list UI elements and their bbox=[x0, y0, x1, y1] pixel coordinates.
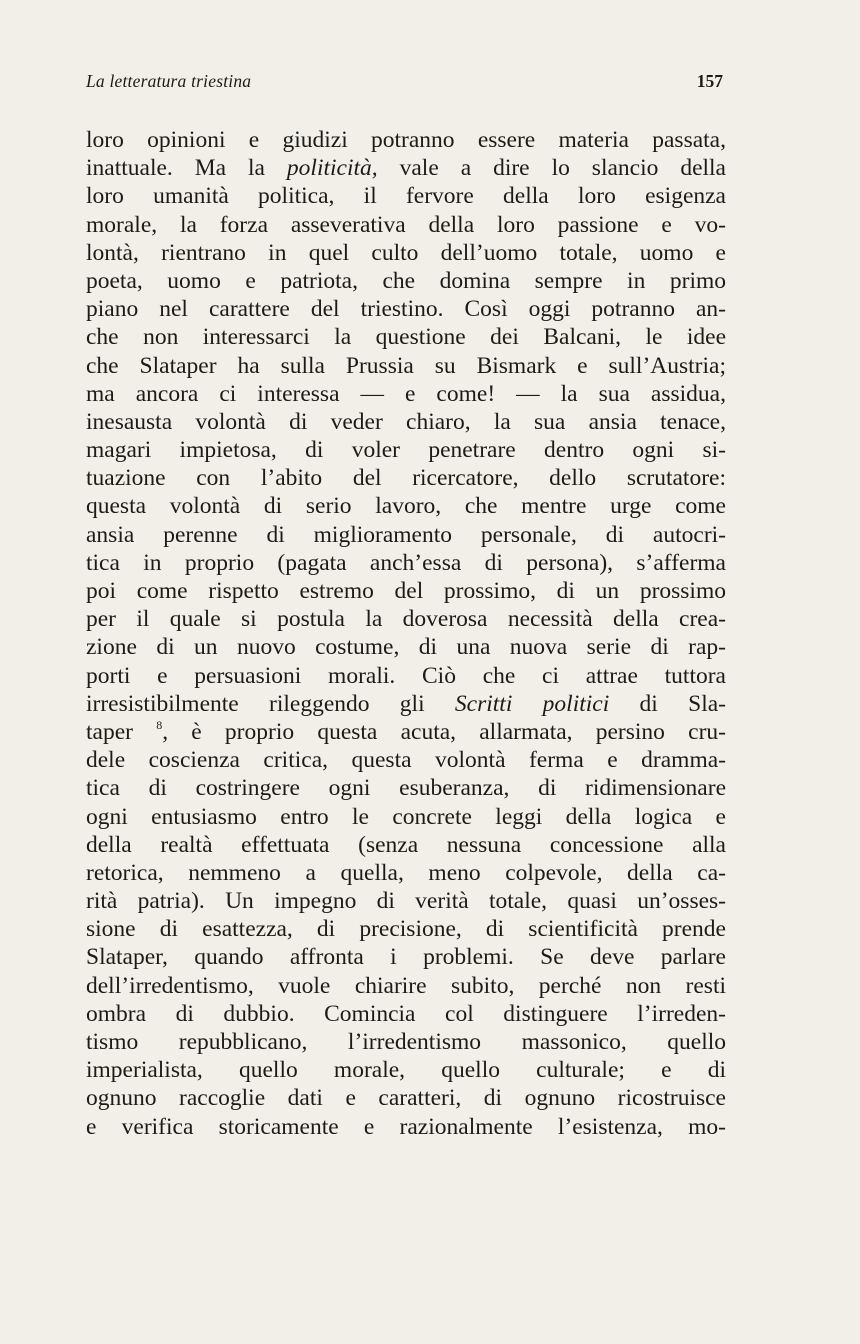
text-line: ma ancora ci interessa — e come! — la sua assidua, bbox=[86, 380, 726, 407]
footnote-marker: 8 bbox=[156, 717, 163, 732]
text-line: questa volontà di serio lavoro, che mentre urge come bbox=[86, 493, 726, 520]
running-title: La letteratura triestina bbox=[86, 71, 252, 91]
text-line: ombra di dubbio. Comincia col distinguere l’irreden- bbox=[86, 1000, 726, 1027]
text-line: lontà, rientrano in quel culto dell’uomo totale, uomo e bbox=[86, 239, 726, 266]
text-line: poi come rispetto estremo del prossimo, di un prossimo bbox=[86, 578, 726, 604]
text-segment: taper bbox=[86, 718, 157, 745]
text-line: per il quale si postula la doverosa necessità della crea- bbox=[86, 606, 726, 633]
text-line: e verifica storicamente e razionalmente l’esistenza, mo- bbox=[86, 1113, 726, 1140]
text-line: loro umanità politica, il fervore della loro esigenza bbox=[86, 183, 726, 210]
text-line bbox=[86, 690, 726, 718]
italic-term: politicità, bbox=[286, 155, 378, 182]
text-line bbox=[86, 718, 726, 746]
italic-title: Scritti politici bbox=[454, 690, 610, 717]
text-line: rità patria). Un impegno di verità totale, quasi un’osses- bbox=[86, 888, 726, 915]
text-line: della realtà effettuata (senza nessuna concessione alla bbox=[86, 831, 726, 858]
text-segment: vale a dire lo slancio della bbox=[377, 155, 726, 182]
text-segment: , è proprio questa acuta, allarmata, persino cru- bbox=[162, 718, 726, 745]
text-line: tismo repubblicano, l’irredentismo massonico, quello bbox=[86, 1029, 726, 1055]
text-line: loro opinioni e giudizi potranno essere materia passata, bbox=[86, 127, 726, 153]
text-segment: inattuale. Ma la bbox=[86, 155, 287, 182]
text-line: zione di un nuovo costume, di una nuova serie di rap- bbox=[86, 634, 726, 661]
text-line: ognuno raccoglie dati e caratteri, di ognuno ricostruisce bbox=[86, 1085, 726, 1112]
text-line: tuazione con l’abito del ricercatore, dello scrutatore: bbox=[86, 465, 726, 492]
text-line: Slataper, quando affronta i problemi. Se deve parlare bbox=[86, 944, 726, 971]
text-line: dell’irredentismo, vuole chiarire subito, perché non resti bbox=[86, 972, 726, 999]
text-line: morale, la forza asseverativa della loro passione e vo- bbox=[86, 211, 726, 238]
text-line: piano nel carattere del triestino. Così oggi potranno an- bbox=[86, 296, 726, 323]
text-line: magari impietosa, di voler penetrare dentro ogni si- bbox=[86, 437, 726, 464]
text-line: retorica, nemmeno a quella, meno colpevole, della ca- bbox=[86, 859, 726, 886]
text-line: inesausta volontà di veder chiaro, la sua ansia tenace, bbox=[86, 408, 726, 435]
text-line: tica in proprio (pagata anch’essa di persona), s’afferma bbox=[86, 549, 726, 576]
text-line bbox=[86, 154, 726, 182]
text-segment: irresistibilmente rileggendo gli bbox=[86, 690, 455, 717]
text-line: porti e persuasioni morali. Ciò che ci attrae tuttora bbox=[86, 662, 726, 689]
text-line: poeta, uomo e patriota, che domina sempre in primo bbox=[86, 267, 726, 294]
body-paragraph bbox=[86, 126, 726, 1141]
text-line: dele coscienza critica, questa volontà ferma e dramma- bbox=[86, 747, 726, 774]
text-line: imperialista, quello morale, quello culturale; e di bbox=[86, 1057, 726, 1084]
text-segment: di Sla- bbox=[609, 690, 726, 717]
text-line: ogni entusiasmo entro le concrete leggi della logica e bbox=[86, 803, 726, 830]
text-line: tica di costringere ogni esuberanza, di ridimensionare bbox=[86, 775, 726, 802]
page-number: 157 bbox=[696, 71, 723, 91]
text-line: ansia perenne di miglioramento personale, di autocri- bbox=[86, 521, 726, 548]
text-line: che non interessarci la questione dei Balcani, le idee bbox=[86, 324, 726, 351]
running-header bbox=[86, 71, 726, 97]
text-line: che Slataper ha sulla Prussia su Bismark e sull’Austria; bbox=[86, 352, 726, 379]
text-line: sione di esattezza, di precisione, di scientificità prende bbox=[86, 916, 726, 943]
